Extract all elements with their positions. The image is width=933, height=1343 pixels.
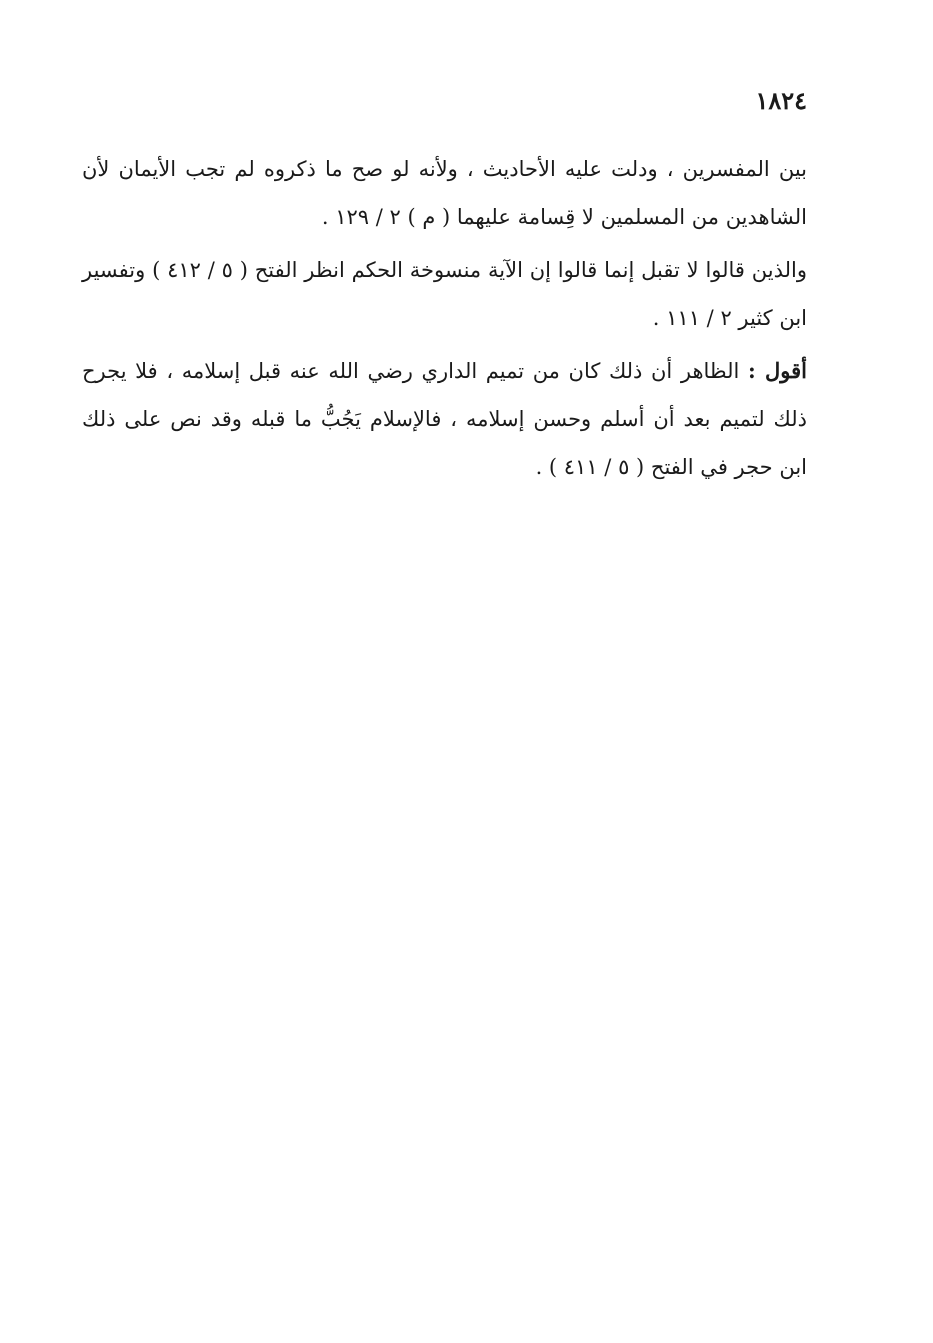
paragraph-3-body: الظاهر أن ذلك كان من تميم الداري رضي الله عنه قبل إسلامه ، فلا يجرح ذلك لتميم بعد أن أسلم وحسن إسلامه ، فالإسلام يَجُبُّ ما قبله وقد نص على ذلك ابن حجر في الفتح ( ٥ / ٤١١ ) . — [82, 359, 807, 479]
paragraph-3 — [82, 347, 807, 491]
paragraph-1: بين المفسرين ، ودلت عليه الأحاديث ، ولأنه لو صح ما ذكروه لم تجب الأيمان لأن الشاهدين من المسلمين لا قِسامة عليهما ( م ) ٢ / ١٢٩ . — [82, 157, 807, 229]
page-number: ١٨٢٤ — [755, 86, 807, 115]
paragraph-2: والذين قالوا لا تقبل إنما قالوا إن الآية منسوخة الحكم انظر الفتح ( ٥ / ٤١٢ ) وتفسير ابن كثير ٢ / ١١١ . — [82, 258, 807, 330]
paragraph-3-lead: أقول : — [748, 358, 807, 383]
